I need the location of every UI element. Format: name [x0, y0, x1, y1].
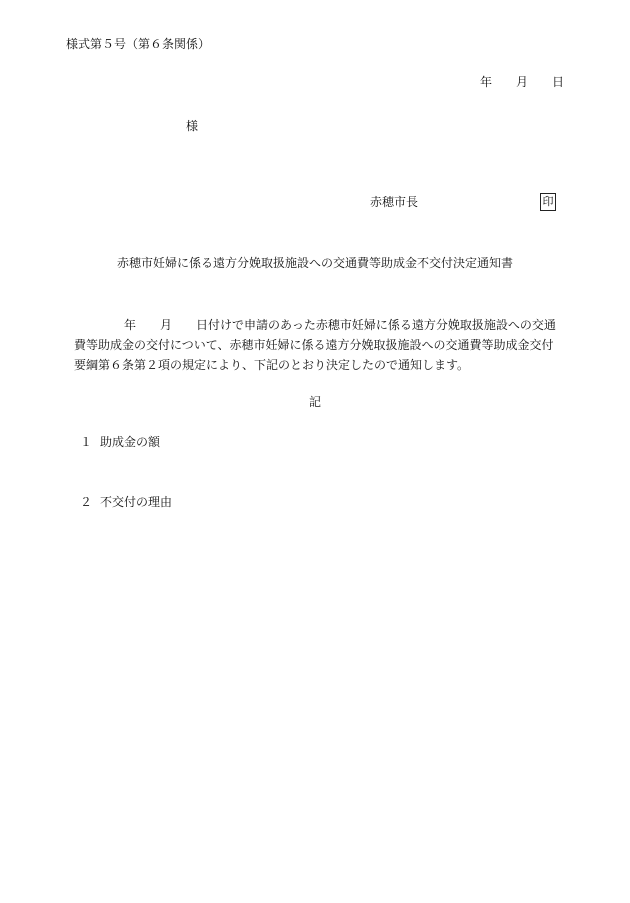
date-month-label: 月 — [515, 75, 528, 89]
body-line-2: 費等助成金の交付について、赤穂市妊婦に係る遠方分娩取扱施設への交通費等助成金交付 — [74, 338, 554, 352]
date-day-label: 日 — [551, 75, 564, 89]
item-number: １ — [80, 435, 93, 449]
form-number: 様式第５号（第６条関係） — [66, 37, 211, 51]
body-line-1 — [74, 315, 580, 335]
seal-mark: 印 — [540, 193, 556, 211]
body-paragraph — [74, 315, 580, 375]
item-label: 不交付の理由 — [100, 495, 173, 509]
body-year-label: 年 — [124, 318, 137, 332]
list-item-subsidy-amount — [80, 435, 160, 449]
document-title: 赤穂市妊婦に係る遠方分娩取扱施設への交通費等助成金不交付決定通知書 — [116, 256, 513, 270]
date-line — [480, 75, 564, 89]
addressee-honorific: 様 — [186, 119, 199, 133]
list-item-non-grant-reason — [80, 495, 172, 509]
body-month-label: 月 — [160, 318, 173, 332]
ki-heading: 記 — [308, 395, 321, 409]
body-line-1-text: 日付けで申請のあった赤穂市妊婦に係る遠方分娩取扱施設への交通 — [196, 318, 556, 332]
item-label: 助成金の額 — [100, 435, 161, 449]
body-line-3: 要綱第６条第２項の規定により、下記のとおり決定したので通知します。 — [74, 358, 470, 372]
issuer-name: 赤穂市長 — [370, 195, 419, 209]
item-number: ２ — [80, 495, 93, 509]
date-year-label: 年 — [479, 75, 492, 89]
